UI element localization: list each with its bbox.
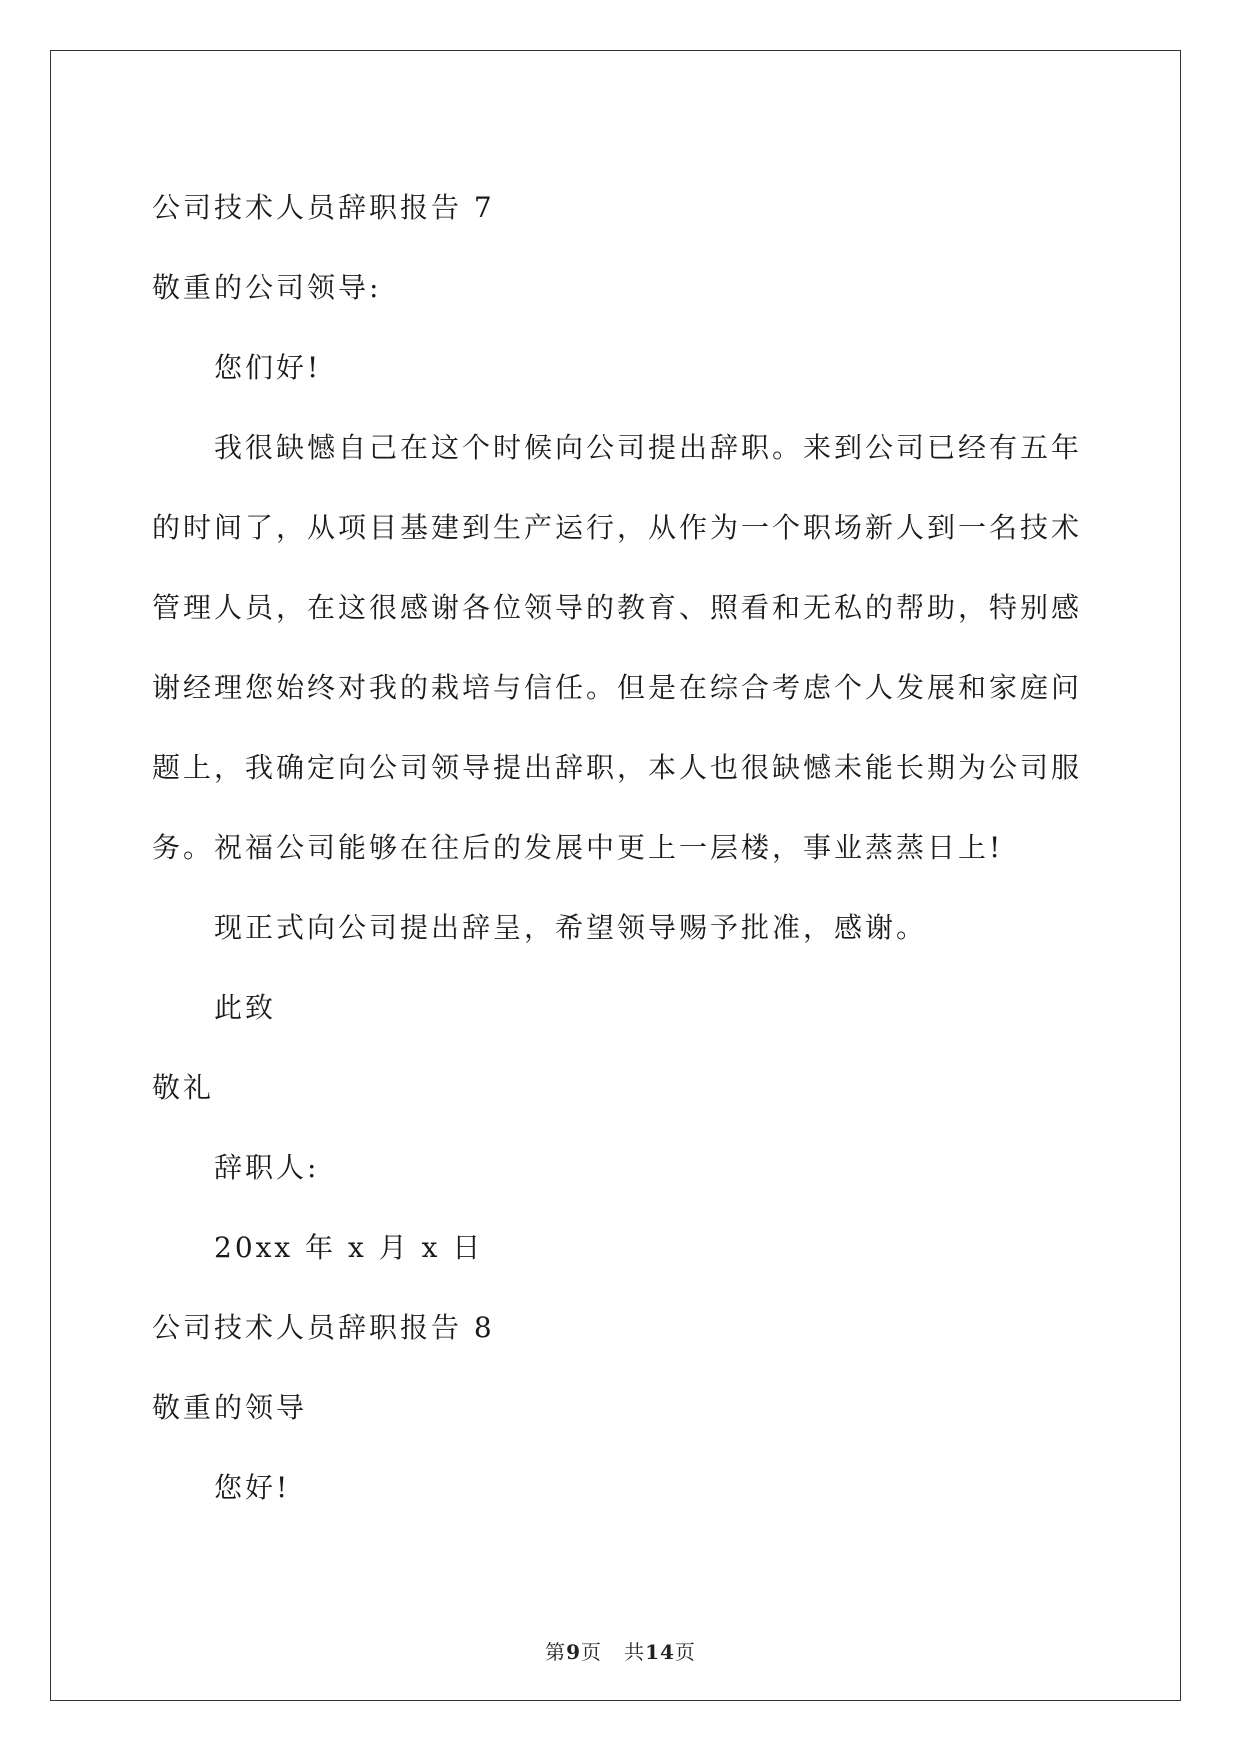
total-prefix: 共 — [624, 1640, 646, 1664]
total-suffix: 页 — [674, 1640, 696, 1664]
page-number: 9 — [566, 1640, 581, 1664]
date-line: 20xx 年 x 月 x 日 — [214, 1231, 484, 1264]
page-suffix: 页 — [581, 1640, 602, 1664]
closing-regards: 敬礼 — [152, 1071, 215, 1104]
body-paragraph-line-3: 管理人员，在这很感谢各位领导的教育、照看和无私的帮助，特别感 — [152, 591, 1083, 624]
section-title-8: 公司技术人员辞职报告 8 — [152, 1311, 495, 1344]
greeting-2: 您好! — [214, 1471, 291, 1504]
page-prefix: 第 — [545, 1640, 567, 1664]
body-paragraph-line-5: 题上，我确定向公司领导提出辞职，本人也很缺憾未能长期为公司服 — [152, 751, 1083, 784]
body-paragraph-line-4: 谢经理您始终对我的栽培与信任。但是在综合考虑个人发展和家庭问 — [152, 671, 1083, 704]
document-body — [152, 168, 1092, 1528]
body-paragraph-line-6: 务。祝福公司能够在往后的发展中更上一层楼，事业蒸蒸日上! — [152, 831, 1004, 864]
salutation-2: 敬重的领导 — [152, 1391, 308, 1424]
body-paragraph-line-2: 的时间了，从项目基建到生产运行，从作为一个职场新人到一名技术 — [152, 511, 1083, 544]
body-paragraph-line-1: 我很缺憾自己在这个时候向公司提出辞职。来到公司已经有五年 — [214, 431, 1083, 464]
salutation: 敬重的公司领导: — [152, 271, 382, 304]
section-title-7: 公司技术人员辞职报告 7 — [152, 191, 495, 224]
total-pages: 14 — [645, 1640, 675, 1664]
page-footer — [0, 1636, 1241, 1665]
closing-phrase: 此致 — [214, 991, 277, 1024]
signature-label: 辞职人: — [214, 1151, 320, 1184]
request-paragraph: 现正式向公司提出辞呈，希望领导赐予批准，感谢。 — [214, 911, 928, 944]
greeting: 您们好! — [214, 351, 322, 384]
